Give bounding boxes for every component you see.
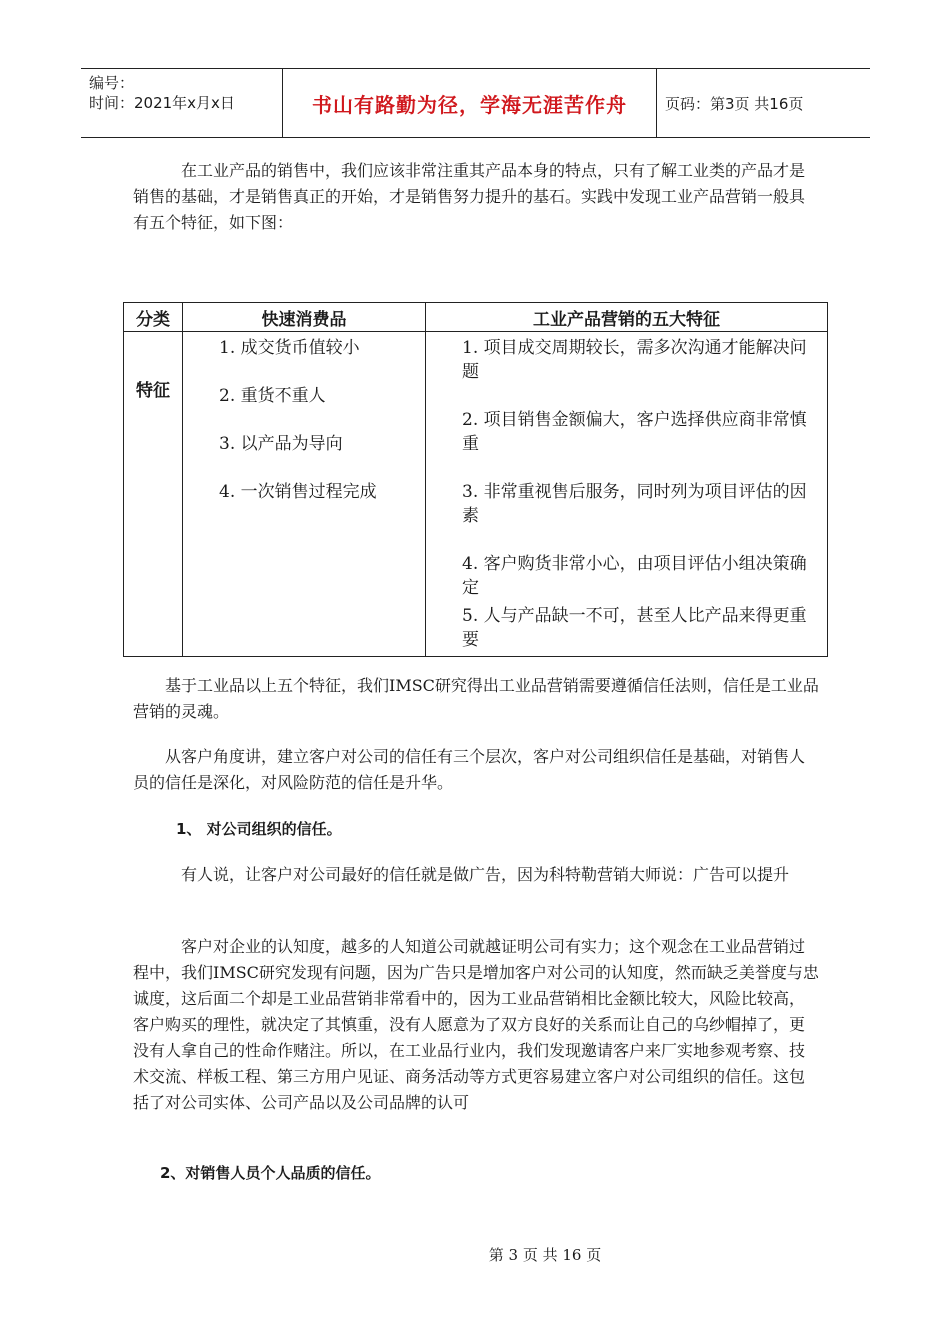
footer-page-number: 第 3 页 共 16 页 [488, 1246, 602, 1264]
table-row [124, 332, 828, 657]
feature-table [123, 302, 828, 657]
header-meta [81, 69, 283, 137]
industrial-features [426, 332, 828, 657]
fmcg-item: 3. 以产品为导向 [219, 434, 343, 454]
fmcg-item: 1. 成交货币值较小 [219, 338, 360, 358]
header-fmcg: 快速消费品 [183, 303, 426, 332]
industrial-item: 5. 人与产品缺一不可，甚至人比产品来得更重要 [462, 606, 807, 650]
paragraph-trust-rule: 基于工业品以上五个特征，我们IMSC研究得出工业品营销需要遵循信任法则，信任是工业品营销的灵魂。 [133, 676, 819, 721]
page-info: 页码：第3页 共16页 [665, 94, 804, 113]
industrial-item: 4. 客户购货非常小心，由项目评估小组决策确定 [462, 554, 807, 598]
intro-paragraph: 在工业产品的销售中，我们应该非常注重其产品本身的特点，只有了解工业类的产品才是销售的基础，才是销售真正的开始，才是销售努力提升的基石。实践中发现工业产品营销一般具有五个特征，如下图： [133, 161, 806, 232]
page-header [81, 68, 870, 138]
fmcg-features [183, 332, 426, 657]
fmcg-item: 2. 重货不重人 [219, 386, 326, 406]
number-label: 编号： [89, 74, 135, 92]
section-heading-2: 2、对销售人员个人品质的信任。 [160, 1164, 381, 1182]
section-heading-1: 1、 对公司组织的信任。 [176, 820, 342, 838]
paragraph-advertising: 有人说，让客户对公司最好的信任就是做广告，因为科特勒营销大师说：广告可以提升 [181, 865, 790, 884]
page-footer [0, 1244, 950, 1265]
fmcg-item: 4. 一次销售过程完成 [219, 482, 377, 502]
header-category: 分类 [124, 303, 183, 332]
motto: 书山有路勤为径，学海无涯苦作舟 [283, 69, 657, 137]
industrial-item: 2. 项目销售金额偏大，客户选择供应商非常慎重 [462, 410, 807, 454]
paragraph-trust-levels: 从客户角度讲，建立客户对公司的信任有三个层次，客户对公司组织信任是基础，对销售人员的信任是深化，对风险防范的信任是升华。 [133, 747, 806, 792]
table-header-row [124, 303, 828, 332]
time-label: 时间：2021年x月x日 [89, 94, 235, 112]
header-industrial: 工业产品营销的五大特征 [426, 303, 828, 332]
industrial-item: 1. 项目成交周期较长，需多次沟通才能解决问题 [462, 338, 807, 382]
paragraph-awareness: 客户对企业的认知度，越多的人知道公司就越证明公司有实力；这个观念在工业品营销过程中，我们IMSC研究发现有问题，因为广告只是增加客户对公司的认知度，然而缺乏美誉度与忠诚度，这后面二个却是工业品营销非常看中的，因为工业品营销相比金额比较大，风险比较高，客户购买的理性，就决定了其慎重，没有人愿意为了双方良好的关系而让自己的乌纱帽掉了，更没有人拿自己的性命作赌注。所以，在工业品行业内，我们发现邀请客户来厂实地参观考察、技术交流、样板工程、第三方用户见证、商务活动等方式更容易建立客户对公司组织的信任。这包括了对公司实体、公司产品以及公司品牌的认可 [133, 937, 819, 1112]
industrial-item: 3. 非常重视售后服务，同时列为项目评估的因素 [462, 482, 807, 526]
row-label: 特征 [124, 332, 183, 657]
